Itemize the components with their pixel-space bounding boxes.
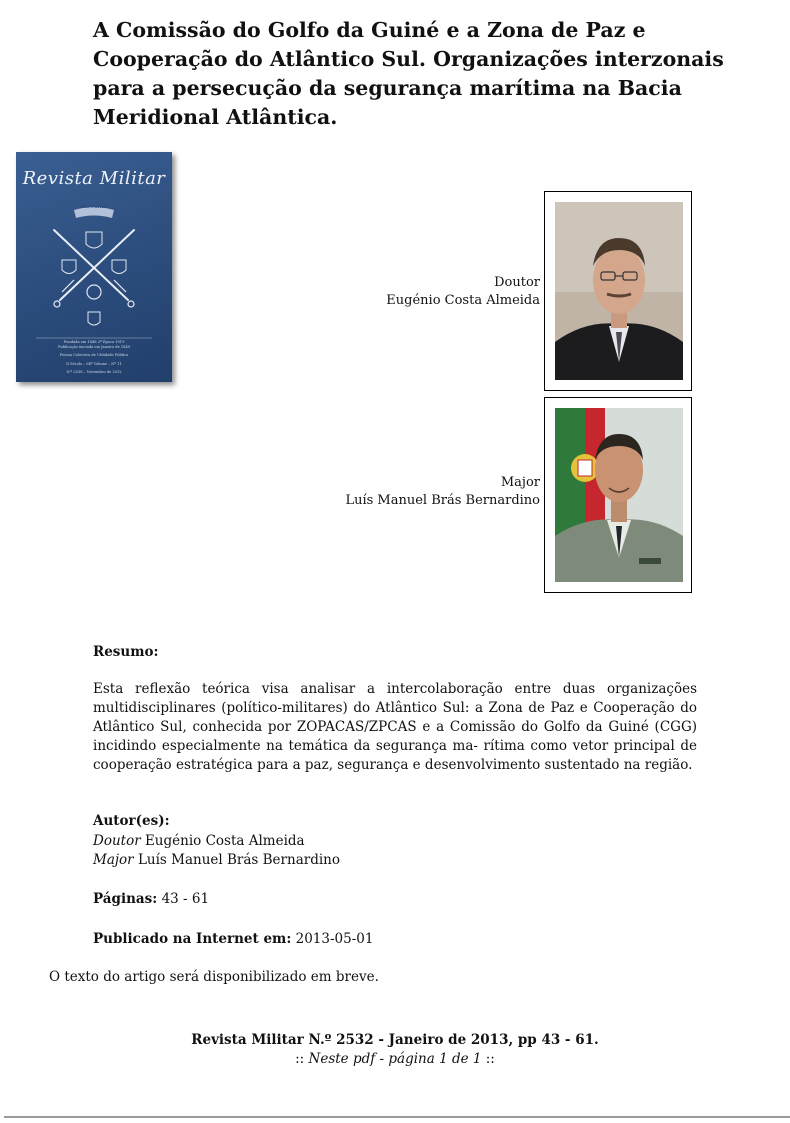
author-1-name: Eugénio Costa Almeida	[386, 293, 540, 308]
author-line-1-rank: Doutor	[93, 833, 141, 849]
author-line-1-name: Eugénio Costa Almeida	[144, 833, 305, 849]
footer-page-note-suffix: ::	[481, 1051, 495, 1067]
cover-info-line: N.º 2538 – Novembro de 2012	[66, 370, 122, 374]
author-line-2-name: Luís Manuel Brás Bernardino	[137, 852, 340, 868]
abstract-text: Esta reflexão teórica visa analisar a intercolaboração entre duas organizações multidisciplinares (político-militares) do Atlântico Sul: a Zona de Paz e Cooperação do Atlântico Sul, conhecida por ZOPACAS/ZPCAS e a Comissão do Golfo da Guiné (CGG) incidindo especialmente na temática da segurança ma- rítima como vetor principal de cooperação estratégica para a paz, segurança e desenvolvimento sustentado na região.	[93, 681, 697, 773]
author-line-2	[93, 851, 697, 870]
pages-label: Páginas:	[93, 891, 158, 907]
footer-page-number: página 1 de 1	[388, 1051, 482, 1067]
cover-info-line: Pessoa Colectiva de Utilidade Pública	[59, 353, 129, 357]
abstract-heading: Resumo:	[93, 644, 159, 660]
author-1-photo-frame	[544, 191, 692, 391]
footer-citation: Revista Militar N.º 2532 - Janeiro de 2013, pp 43 - 61.	[191, 1032, 599, 1048]
cover-info-line: Publicação iniciada em Janeiro de 1849	[57, 345, 131, 349]
cover-motto: PRO PATRIA	[79, 204, 109, 209]
author-2-portrait	[555, 408, 683, 582]
footer-page-note-prefix: ::	[295, 1051, 309, 1067]
article-title: A Comissão do Golfo da Guiné e a Zona de Paz e Cooperação do Atlântico Sul. Organizações interzonais para a persecução da segurança marítima na Bacia Meridional Atlântica.	[93, 18, 724, 129]
author-2-rank: Major	[500, 475, 540, 490]
cover-info-line: Fundada em 1848 2ª Época 1919	[63, 340, 125, 344]
footer-page-note-text: Neste pdf	[308, 1051, 376, 1067]
cover-info-line: II Sécolo – 64º Volume – Nº 11	[66, 362, 122, 366]
pages-row	[93, 890, 697, 909]
availability-note: O texto do artigo será disponibilizado em breve.	[49, 969, 379, 985]
published-value: 2013-05-01	[295, 931, 374, 947]
author-2-name: Luís Manuel Brás Bernardino	[345, 493, 540, 508]
footer-page-note	[0, 1050, 790, 1069]
bottom-rule	[4, 1116, 790, 1118]
published-label: Publicado na Internet em:	[93, 931, 292, 947]
author-2-label	[300, 474, 540, 510]
magazine-cover	[16, 152, 172, 382]
authors-heading: Autor(es):	[93, 813, 170, 829]
author-2-photo-frame	[544, 397, 692, 593]
footer-page-note-sep: -	[375, 1051, 389, 1067]
author-line-1	[93, 832, 697, 851]
published-row	[93, 930, 697, 949]
author-1-portrait	[555, 202, 683, 380]
author-line-2-rank: Major	[93, 852, 134, 868]
cover-title: Revista Militar	[22, 168, 166, 189]
author-1-rank: Doutor	[494, 275, 540, 290]
author-1-label	[300, 274, 540, 310]
pages-value: 43 - 61	[161, 891, 210, 907]
